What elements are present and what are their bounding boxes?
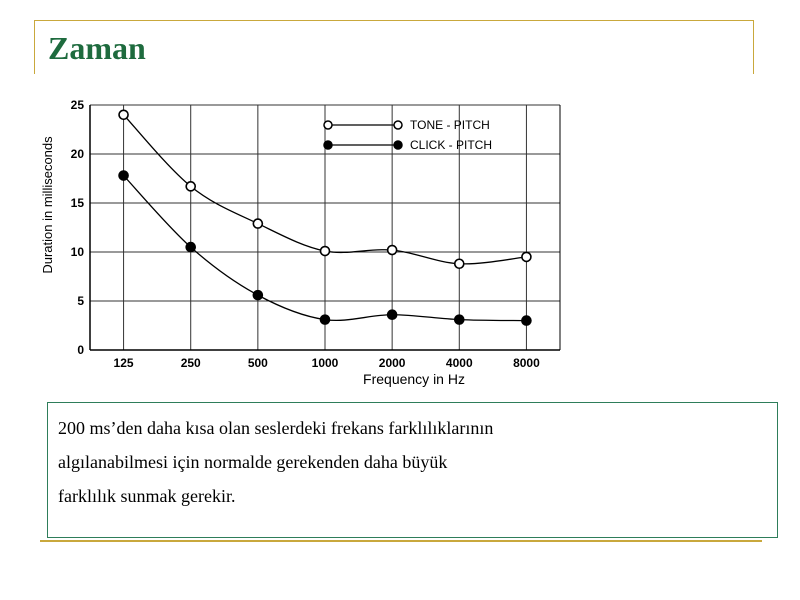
- x-tick-label: 500: [247, 356, 268, 370]
- y-tick-label: 15: [70, 196, 84, 210]
- data-point-click-pitch: [522, 316, 531, 325]
- x-tick-label: 250: [180, 356, 201, 370]
- frame-right-rule: [753, 20, 754, 74]
- frame-top-rule: [34, 20, 754, 21]
- x-tick-label: 2000: [378, 356, 406, 370]
- x-tick-label: 8000: [513, 356, 540, 370]
- y-tick-label: 5: [77, 294, 84, 308]
- legend-marker: [324, 141, 332, 149]
- data-point-tone-pitch: [186, 182, 195, 191]
- y-tick-label: 20: [70, 147, 84, 161]
- data-point-click-pitch: [321, 315, 330, 324]
- data-point-tone-pitch: [455, 259, 464, 268]
- legend-marker: [324, 121, 332, 129]
- y-tick-label: 10: [70, 245, 84, 259]
- legend-marker: [394, 121, 402, 129]
- data-point-click-pitch: [119, 171, 128, 180]
- data-point-click-pitch: [186, 243, 195, 252]
- caption-line-2: algılanabilmesi için normalde gerekenden daha büyük: [58, 452, 448, 472]
- x-tick-label: 125: [113, 356, 134, 370]
- data-point-click-pitch: [455, 315, 464, 324]
- data-point-tone-pitch: [388, 246, 397, 255]
- legend-label: CLICK - PITCH: [410, 138, 493, 152]
- legend-label: TONE - PITCH: [410, 118, 490, 132]
- x-tick-label: 1000: [311, 356, 339, 370]
- y-tick-label: 25: [70, 98, 84, 112]
- x-axis-label: Frequency in Hz: [363, 371, 465, 387]
- data-point-click-pitch: [253, 291, 262, 300]
- y-tick-label: 0: [77, 343, 84, 357]
- data-point-tone-pitch: [321, 247, 330, 256]
- frame-bottom-rule: [40, 540, 762, 542]
- data-point-tone-pitch: [522, 252, 531, 261]
- chart-canvas: [36, 95, 570, 390]
- x-tick-label: 4000: [445, 356, 473, 370]
- slide-title: Zaman: [48, 30, 146, 66]
- y-axis-label: Duration in milliseconds: [40, 136, 55, 274]
- frame-left-rule: [34, 20, 35, 74]
- line-chart: [36, 95, 570, 390]
- data-point-tone-pitch: [119, 110, 128, 119]
- data-point-tone-pitch: [253, 219, 262, 228]
- legend-marker: [394, 141, 402, 149]
- data-point-click-pitch: [388, 310, 397, 319]
- caption-line-1: 200 ms’den daha kısa olan seslerdeki frekans farklılıklarının: [58, 418, 494, 438]
- chart-legend: [324, 118, 492, 152]
- caption-line-3: farklılık sunmak gerekir.: [58, 486, 236, 506]
- caption-box: [47, 402, 778, 538]
